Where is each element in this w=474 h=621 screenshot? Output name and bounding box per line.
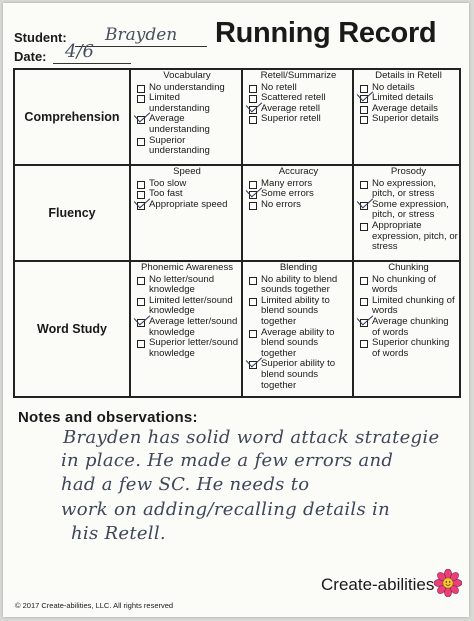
checklist-item-label: Superior ability to blend sounds together bbox=[261, 358, 336, 391]
checklist-item[interactable] bbox=[135, 338, 239, 359]
checkbox-icon[interactable] bbox=[249, 85, 257, 93]
checklist-item-label: Average understanding bbox=[149, 113, 210, 135]
criteria-cell bbox=[243, 262, 352, 396]
checkmark-icon[interactable] bbox=[360, 319, 368, 327]
criteria-title: Accuracy bbox=[278, 166, 319, 177]
criteria-cell bbox=[243, 70, 352, 164]
note-line: in place. He made a few errors and bbox=[61, 450, 394, 471]
checkmark-icon[interactable] bbox=[249, 106, 257, 114]
checkbox-icon[interactable] bbox=[137, 138, 145, 146]
date-value: 4/6 bbox=[65, 41, 94, 62]
criteria-title: Details in Retell bbox=[375, 70, 442, 81]
notes-label: Notes and observations: bbox=[18, 409, 198, 426]
criteria-title: Phonemic Awareness bbox=[140, 262, 234, 273]
checklist-item-label: Superior retell bbox=[261, 113, 321, 125]
checklist-item-label: No chunking of words bbox=[372, 273, 436, 296]
checklist-item-label: Too fast bbox=[149, 188, 183, 200]
checkmark-icon[interactable] bbox=[360, 202, 368, 210]
checkbox-icon[interactable] bbox=[137, 181, 145, 189]
flower-logo-icon bbox=[434, 569, 462, 597]
checklist-item[interactable] bbox=[358, 179, 459, 200]
checklist-item-label: Superior details bbox=[372, 113, 439, 125]
checkbox-icon[interactable] bbox=[249, 202, 257, 210]
checklist-item-label: Scattered retell bbox=[261, 92, 326, 104]
checklist-item-label: Average details bbox=[372, 102, 438, 114]
criteria-cell bbox=[354, 70, 461, 164]
checklist-item[interactable] bbox=[358, 221, 459, 253]
student-label: Student: bbox=[14, 30, 67, 45]
row-label-word-study: Word Study bbox=[37, 322, 107, 336]
checklist-item-label: Appropriate speed bbox=[149, 198, 228, 210]
criteria-cell bbox=[131, 262, 241, 396]
checklist-item-label: Limited letter/sound knowledge bbox=[149, 294, 233, 317]
checklist-item-label: Average retell bbox=[261, 102, 321, 114]
checklist-item[interactable] bbox=[358, 338, 459, 359]
note-line: had a few SC. He needs to bbox=[61, 474, 310, 495]
checklist-item-label: No understanding bbox=[149, 81, 225, 93]
checklist-item-label: No details bbox=[372, 81, 415, 93]
checklist-item[interactable] bbox=[358, 317, 459, 338]
date-label: Date: bbox=[14, 49, 47, 64]
checkbox-icon[interactable] bbox=[360, 340, 368, 348]
checkbox-icon[interactable] bbox=[360, 223, 368, 231]
criteria-cell bbox=[131, 70, 241, 164]
checklist-item[interactable] bbox=[358, 296, 459, 317]
checklist-item-label: Superior understanding bbox=[149, 134, 210, 157]
checklist-item[interactable] bbox=[135, 93, 239, 114]
running-record-sheet bbox=[3, 3, 469, 617]
copyright-text: © 2017 Create-abilities, LLC. All rights reserved bbox=[15, 601, 174, 610]
checklist-item-label: Superior letter/sound knowledge bbox=[149, 337, 239, 359]
checkmark-icon[interactable] bbox=[249, 361, 257, 369]
checkmark-icon[interactable] bbox=[249, 191, 257, 199]
criteria-title: Retell/Summarize bbox=[260, 70, 337, 81]
note-line: his Retell. bbox=[71, 523, 166, 544]
student-underline bbox=[75, 46, 207, 47]
checklist-item-label: Limited chunking of words bbox=[372, 294, 455, 317]
checklist-item[interactable] bbox=[135, 200, 239, 211]
criteria-title: Blending bbox=[279, 262, 318, 273]
note-line: work on adding/recalling details in bbox=[61, 499, 390, 520]
checkbox-icon[interactable] bbox=[137, 85, 145, 93]
checklist-item[interactable] bbox=[135, 114, 239, 135]
checkbox-icon[interactable] bbox=[137, 95, 145, 103]
checklist-item-label: No retell bbox=[261, 81, 297, 93]
checklist-item[interactable] bbox=[358, 275, 459, 296]
assessment-grid bbox=[13, 68, 461, 398]
date-underline bbox=[53, 63, 131, 64]
checklist-item-label: No ability to blend sounds together bbox=[261, 273, 338, 296]
checklist-item-label: Some expression, pitch, or stress bbox=[372, 198, 449, 221]
checklist-item-label: Appropriate expression, pitch, or stress bbox=[372, 219, 458, 253]
checklist-item[interactable] bbox=[247, 296, 350, 328]
checklist-item-label: Some errors bbox=[261, 188, 314, 200]
criteria-cell bbox=[354, 166, 461, 260]
row-label-fluency: Fluency bbox=[48, 206, 96, 220]
checkmark-icon[interactable] bbox=[137, 116, 145, 124]
criteria-cell bbox=[354, 262, 461, 396]
checklist-item[interactable] bbox=[247, 328, 350, 360]
criteria-cell bbox=[243, 166, 352, 260]
checkbox-icon[interactable] bbox=[360, 116, 368, 124]
page-title: Running Record bbox=[215, 17, 437, 49]
brand-logo-text: Create-abilities bbox=[321, 575, 435, 594]
checkbox-icon[interactable] bbox=[137, 277, 145, 285]
criteria-title: Speed bbox=[173, 166, 201, 177]
checkbox-icon[interactable] bbox=[360, 106, 368, 114]
checkbox-icon[interactable] bbox=[360, 277, 368, 285]
checklist-item[interactable] bbox=[247, 114, 350, 125]
checklist-item-label: Average chunking of words bbox=[372, 315, 449, 338]
checklist-item[interactable] bbox=[247, 275, 350, 296]
checklist-item-label: No errors bbox=[261, 198, 301, 210]
checklist-item[interactable] bbox=[135, 296, 239, 317]
checkbox-icon[interactable] bbox=[249, 116, 257, 124]
checklist-item-label: No expression, pitch, or stress bbox=[372, 177, 436, 200]
checkbox-icon[interactable] bbox=[249, 277, 257, 285]
criteria-title: Prosody bbox=[390, 166, 427, 177]
note-line: Brayden has solid word attack strategie bbox=[63, 427, 440, 448]
row-label-comprehension: Comprehension bbox=[24, 110, 120, 124]
criteria-title: Vocabulary bbox=[163, 70, 211, 81]
checklist-item[interactable] bbox=[135, 275, 239, 296]
checkmark-icon[interactable] bbox=[137, 202, 145, 210]
checklist-item[interactable] bbox=[135, 136, 239, 157]
checkbox-icon[interactable] bbox=[137, 340, 145, 348]
checklist-item-label: No letter/sound knowledge bbox=[149, 273, 215, 296]
checklist-item-label: Average letter/sound knowledge bbox=[149, 315, 238, 338]
checklist-item[interactable] bbox=[135, 317, 239, 338]
checkbox-icon[interactable] bbox=[360, 181, 368, 189]
checklist-item-label: Many errors bbox=[261, 177, 313, 189]
criteria-cell bbox=[131, 166, 241, 260]
criteria-title: Chunking bbox=[388, 262, 429, 273]
checklist-item-label: Superior chunking of words bbox=[372, 337, 450, 359]
checklist-item-label: Limited ability to blend sounds together bbox=[261, 294, 330, 327]
checkmark-icon[interactable] bbox=[137, 319, 145, 327]
checklist-item-label: Limited details bbox=[372, 92, 434, 104]
checklist-item[interactable] bbox=[247, 359, 350, 391]
student-name: Brayden bbox=[105, 25, 178, 45]
checkbox-icon[interactable] bbox=[137, 298, 145, 306]
checklist-item[interactable] bbox=[247, 200, 350, 211]
checkbox-icon[interactable] bbox=[249, 330, 257, 338]
checklist-item-label: Limited understanding bbox=[149, 92, 210, 114]
checklist-item[interactable] bbox=[358, 200, 459, 221]
checkmark-icon[interactable] bbox=[360, 95, 368, 103]
checklist-item-label: Average ability to blend sounds together bbox=[261, 326, 335, 359]
checkbox-icon[interactable] bbox=[249, 298, 257, 306]
checklist-item-label: Too slow bbox=[149, 177, 187, 189]
checkbox-icon[interactable] bbox=[360, 298, 368, 306]
checklist-item[interactable] bbox=[358, 114, 459, 125]
